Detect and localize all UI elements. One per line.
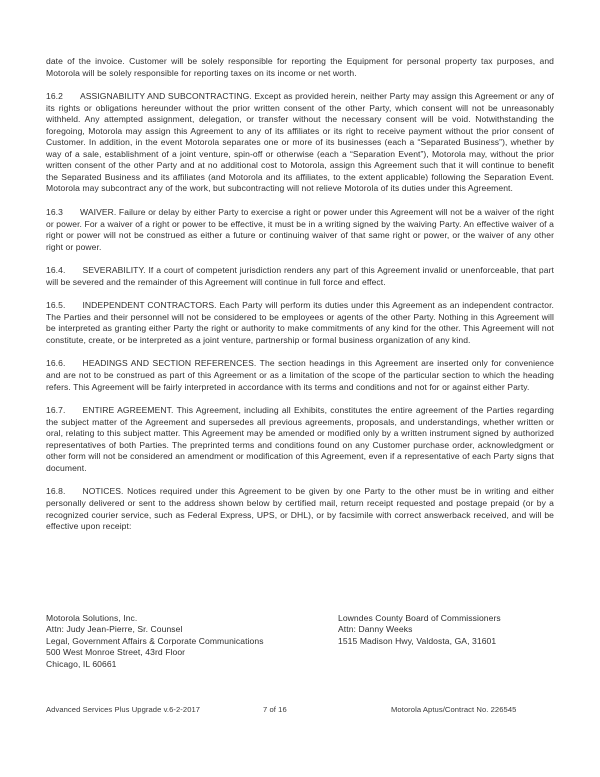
section-number: 16.4.: [46, 265, 66, 276]
section-16-7: [46, 405, 554, 474]
section-title: NOTICES.: [82, 486, 124, 497]
motorola-address-line-5: Chicago, IL 60661: [46, 658, 117, 669]
customer-address-line-2: Attn: Danny Weeks: [338, 624, 413, 635]
footer-page-number: 7 of 16: [263, 705, 287, 714]
section-text: The section headings in this Agreement are inserted only for convenience and are not to be construed as part of this Agreement or as a limitation of the scope of the particular section to which the heading refers. This Agreement will be fairly interpreted in accordance with its terms and conditions and not for or against either Party.: [46, 358, 554, 392]
section-16-5: [46, 300, 554, 346]
section-title: INDEPENDENT CONTRACTORS.: [82, 300, 217, 311]
section-text: Except as provided herein, neither Party may assign this Agreement or any of its rights or obligations hereunder without the prior written consent of the other Party, which consent will not be unreasonably withheld. Any attempted assignment, delegation, or transfer without the necessary consent will be void. Notwithstanding the foregoing, Motorola may assign this Agreement to any of its affiliates or its right to receive payment without the prior consent of Customer. In addition, in the event Motorola separates one or more of its businesses (each a “Separated Business”), whether by way of a sale, establishment of a joint venture, spin-off or otherwise (each a “Separation Event”), Motorola may, without the prior written consent of the other Party and at no additional cost to Motorola, assign this Agreement such that it will continue to benefit the Separated Business and its affiliates (and Motorola and its affiliates, to the extent applicable) following the Separation Event. Motorola may subcontract any of the work, but subcontracting will not relieve Motorola of its duties under this Agreement.: [46, 91, 554, 194]
section-title: WAIVER.: [79, 207, 117, 218]
customer-address-line-1: Lowndes County Board of Commissioners: [338, 613, 501, 623]
section-title: HEADINGS AND SECTION REFERENCES.: [82, 358, 257, 369]
section-title: ASSIGNABILITY AND SUBCONTRACTING.: [79, 91, 252, 102]
section-16-2: [46, 91, 554, 195]
motorola-address-line-3: Legal, Government Affairs & Corporate Communications: [46, 635, 264, 646]
section-text: Notices required under this Agreement to be given by one Party to the other must be in writing and either personally delivered or sent to the address shown below by certified mail, return receipt requested and postage prepaid (or by a recognized courier service, such as Federal Express, UPS, or DHL), or by facsimile with correct answerback received, and will be effective upon receipt:: [46, 486, 554, 532]
paragraph-text: date of the invoice. Customer will be solely responsible for reporting the Equipment for personal property tax purposes, and Motorola will be solely responsible for reporting taxes on its income or net worth.: [46, 56, 554, 78]
motorola-address-line-1: Motorola Solutions, Inc.: [46, 613, 138, 623]
section-text: This Agreement, including all Exhibits, constitutes the entire agreement of the Parties regarding the subject matter of the Agreement and supersedes all previous agreements, proposals, and understandings, whether written or oral, relating to this subject matter. This Agreement may be amended or modified only by a written instrument signed by authorized representatives of both Parties. The preprinted terms and conditions found on any Customer purchase order, acknowledgment or other form will not be considered an amendment or modification of this Agreement, even if a representative of each Party signs that document.: [46, 405, 554, 473]
section-16-3: [46, 207, 554, 253]
section-16-8: [46, 486, 554, 532]
section-16-4: [46, 265, 554, 288]
section-16-6: [46, 358, 554, 393]
section-text: If a court of competent jurisdiction renders any part of this Agreement invalid or unenforceable, that part will be severed and the remainder of this Agreement will continue in full force and effect.: [46, 265, 554, 287]
section-text: Each Party will perform its duties under this Agreement as an independent contractor. The Parties and their personnel will not be considered to be employees or agents of the other Party. Nothing in this Agreement will be interpreted as granting either Party the right or authority to make commitments of any kind for the other. This Agreement will not constitute, create, or be interpreted as a joint venture, partnership or formal business organization of any kind.: [46, 300, 554, 345]
paragraph-carryover: [46, 56, 554, 79]
section-number: 16.6.: [46, 358, 66, 369]
footer-document-title: Advanced Services Plus Upgrade v.6-2-2017: [46, 705, 201, 714]
customer-address: [338, 613, 554, 670]
section-number: 16.7.: [46, 405, 66, 416]
section-title: SEVERABILITY.: [82, 265, 146, 276]
document-body: [46, 56, 554, 544]
section-text: Failure or delay by either Party to exercise a right or power under this Agreement will not be a waiver of the right or power. For a waiver of a right or power to be effective, it must be in a writing signed by the waiving Party. An effective waiver of a right or power will not be construed as either a future or continuing waiver of that same right or power, or the waiver of any other right or power.: [46, 207, 554, 252]
section-number: 16.5.: [46, 300, 66, 311]
section-title: ENTIRE AGREEMENT.: [82, 405, 174, 416]
motorola-address-line-4: 500 West Monroe Street, 43rd Floor: [46, 647, 186, 658]
customer-address-line-3: 1515 Madison Hwy, Valdosta, GA, 31601: [338, 635, 497, 646]
section-number: 16.3: [46, 207, 63, 218]
footer-row: [46, 705, 554, 717]
page-footer: [46, 705, 554, 717]
section-number: 16.8.: [46, 486, 66, 497]
motorola-address: [46, 613, 338, 670]
section-number: 16.2: [46, 91, 63, 102]
notice-address-block: [46, 613, 554, 670]
footer-contract-reference: Motorola Aptus/Contract No. 226545: [391, 705, 517, 714]
motorola-address-line-2: Attn: Judy Jean-Pierre, Sr. Counsel: [46, 624, 183, 635]
